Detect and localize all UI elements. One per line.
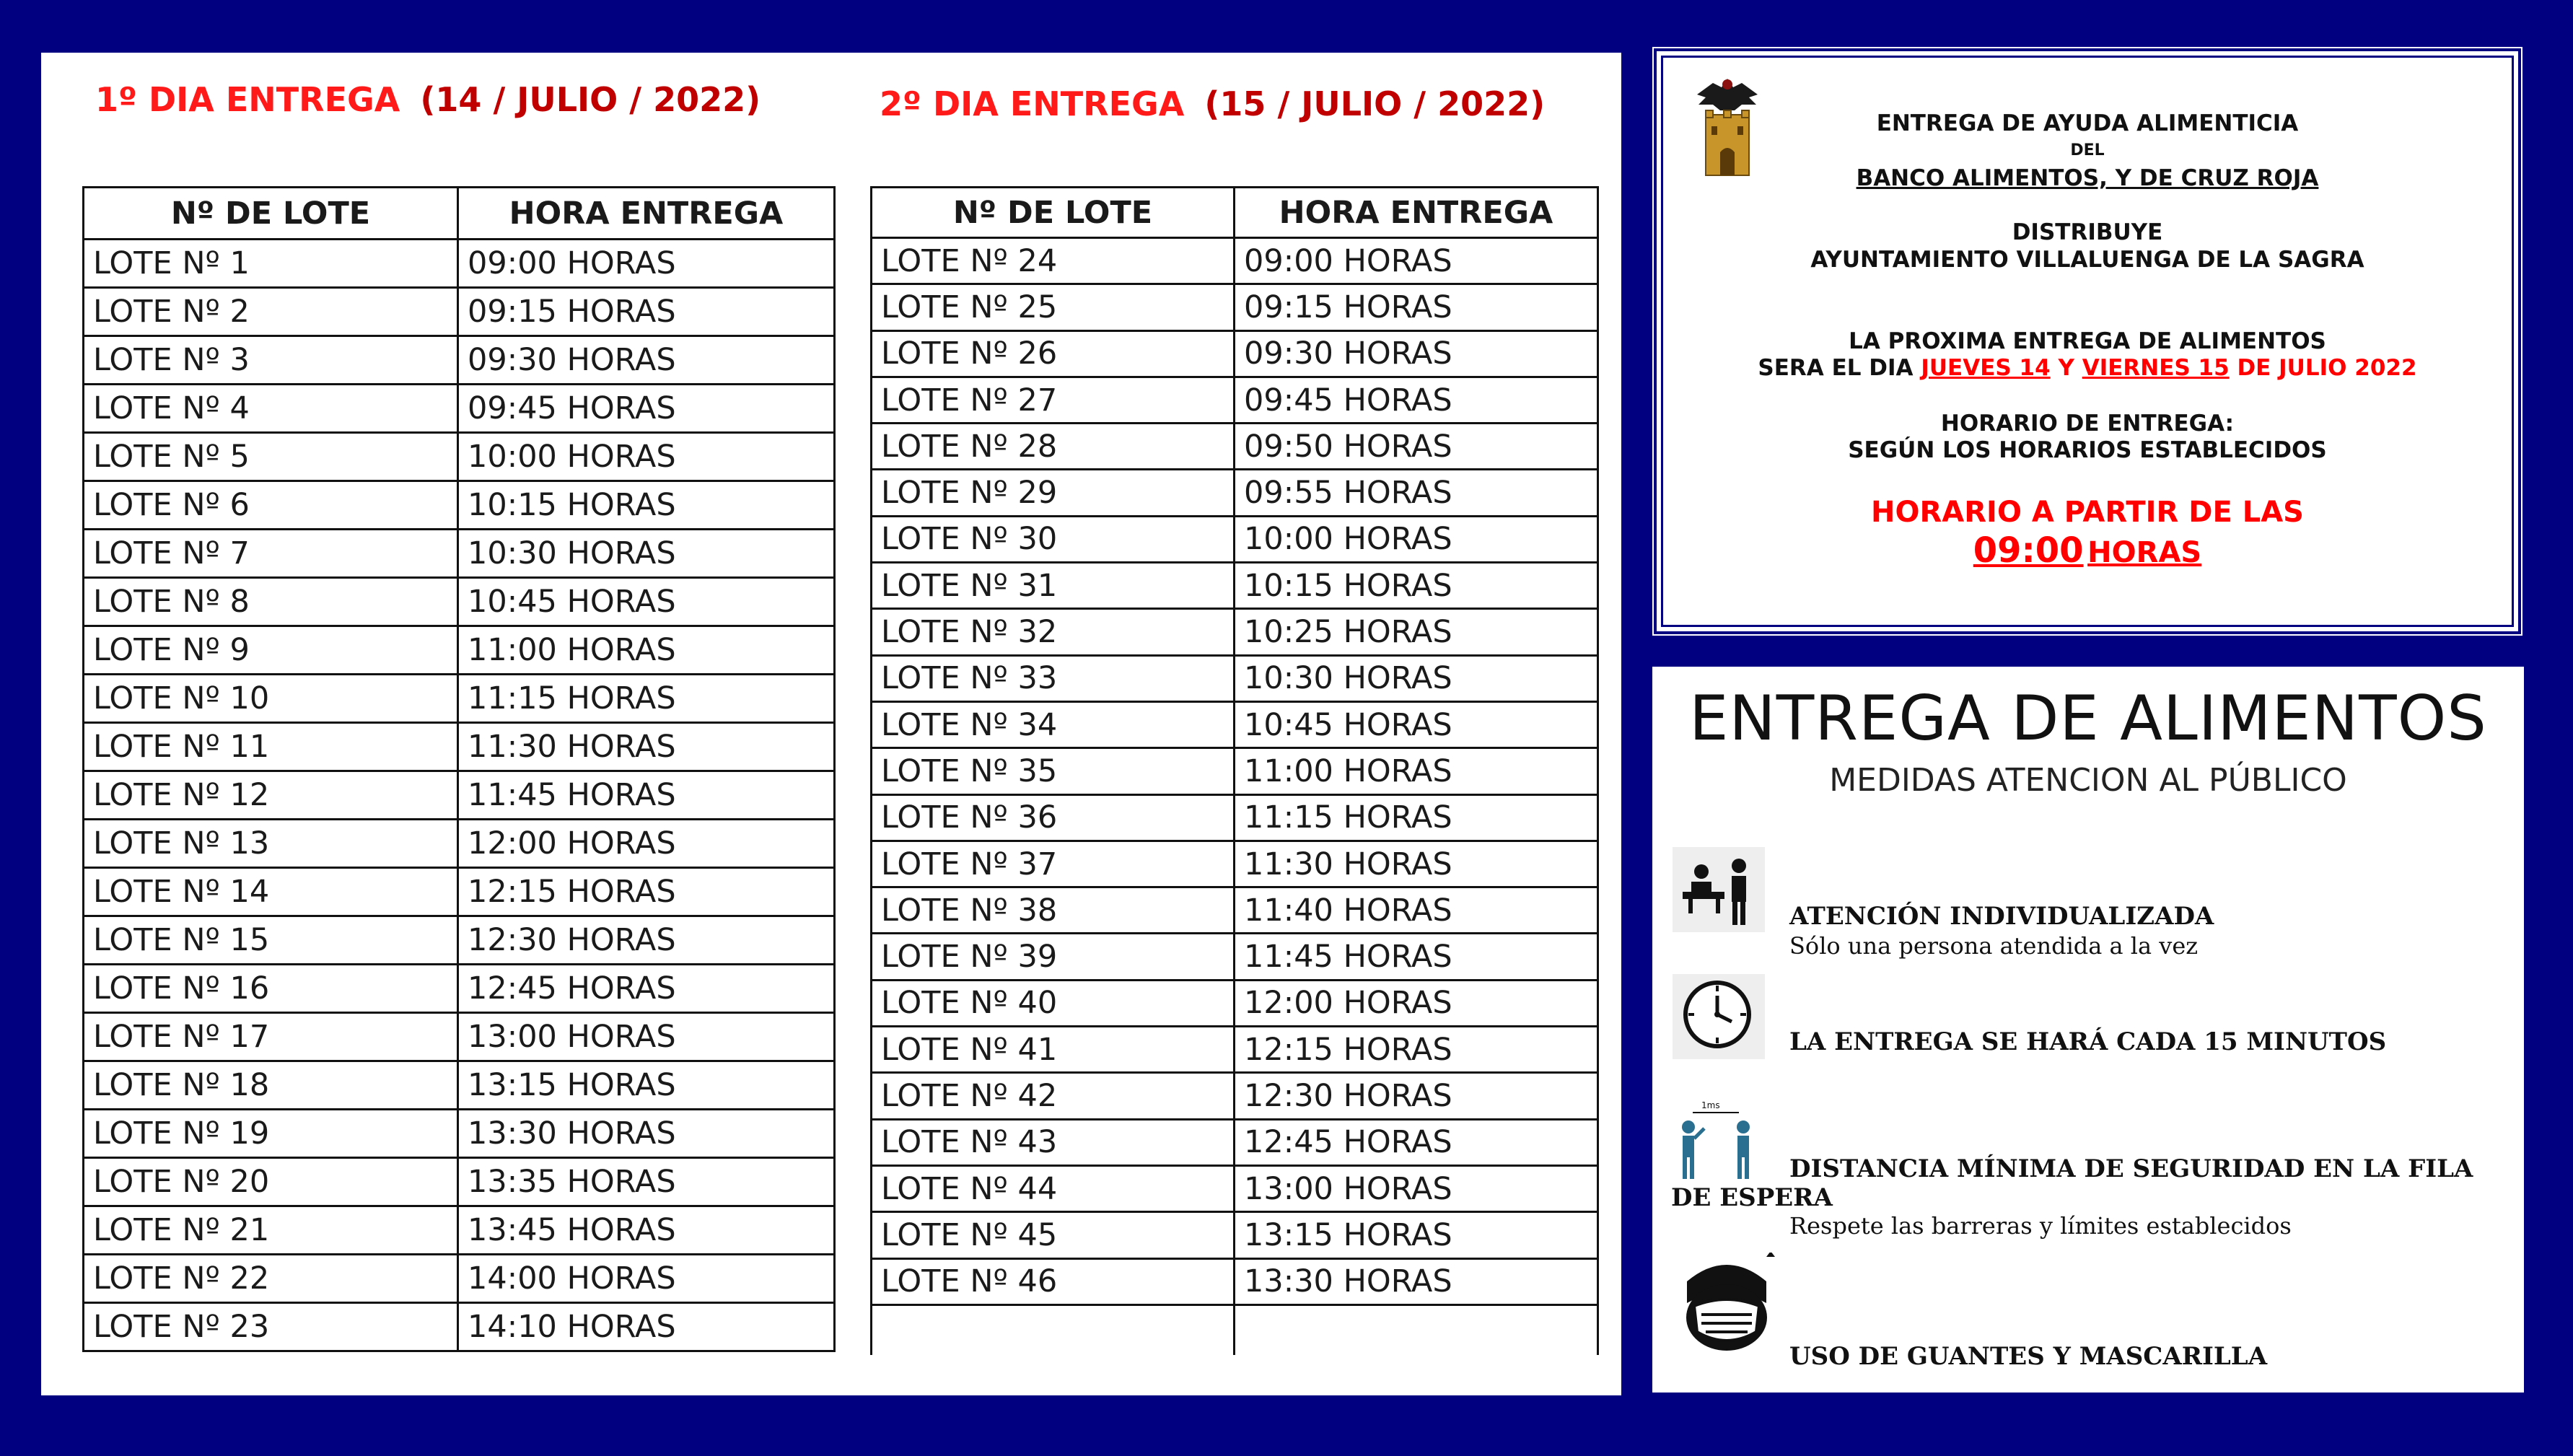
table-row — [872, 841, 1598, 887]
table-row — [872, 934, 1598, 980]
lote-cell: LOTE Nº 8 — [84, 578, 458, 626]
lote-cell: LOTE Nº 14 — [84, 868, 458, 916]
notice-line-4: DISTRIBUYE — [2012, 219, 2163, 245]
table-row — [84, 675, 835, 723]
table-row — [84, 240, 835, 288]
hora-cell: 09:30 HORAS — [1235, 330, 1598, 377]
table-row — [84, 433, 835, 481]
lote-cell: LOTE Nº 39 — [872, 934, 1235, 980]
measure-3-detail: Respete las barreras y límites establecidos — [1789, 1212, 2292, 1240]
notice-line-5: AYUNTAMIENTO VILLALUENGA DE LA SAGRA — [1810, 247, 2364, 273]
table-row — [872, 1212, 1598, 1258]
hora-cell: 10:30 HORAS — [1235, 655, 1598, 701]
day1-label: 1º DIA ENTREGA — [95, 80, 400, 119]
hora-cell: 10:00 HORAS — [458, 433, 835, 481]
lote-cell: LOTE Nº 26 — [872, 330, 1235, 377]
notice-line-11 — [1657, 530, 2518, 571]
day1-title — [95, 80, 760, 119]
table-header-row — [84, 188, 835, 240]
hora-cell: 13:45 HORAS — [458, 1206, 835, 1255]
table-row — [84, 965, 835, 1013]
hora-cell: 13:30 HORAS — [458, 1110, 835, 1158]
hora-cell: 10:45 HORAS — [1235, 701, 1598, 747]
hora-cell: 12:00 HORAS — [458, 820, 835, 868]
hora-cell: 10:00 HORAS — [1235, 516, 1598, 562]
table-row — [84, 626, 835, 675]
table-row — [84, 578, 835, 626]
table-row — [872, 887, 1598, 934]
table-row — [84, 530, 835, 578]
table-header-row — [872, 188, 1598, 238]
measure-1-heading: ATENCIÓN INDIVIDUALIZADA — [1789, 902, 2214, 931]
table-row — [84, 1061, 835, 1110]
notice-line-10: HORARIO A PARTIR DE LAS — [1871, 496, 2304, 529]
lote-cell: LOTE Nº 34 — [872, 701, 1235, 747]
measures-subtitle: MEDIDAS ATENCION AL PÚBLICO — [1829, 762, 2347, 799]
measure-2-heading: LA ENTREGA SE HARÁ CADA 15 MINUTOS — [1789, 1027, 2387, 1056]
table-row — [872, 470, 1598, 516]
measure-4-heading: USO DE GUANTES Y MASCARILLA — [1789, 1342, 2268, 1371]
table-row — [84, 385, 835, 433]
table-row — [872, 701, 1598, 747]
table-row — [872, 980, 1598, 1026]
notice-day1: JUEVES 14 — [1921, 355, 2051, 381]
notice-line-2: DEL — [2070, 141, 2105, 159]
lote-cell: LOTE Nº 13 — [84, 820, 458, 868]
day2-date: (15 / JULIO / 2022) — [1204, 84, 1546, 123]
lote-cell: LOTE Nº 44 — [872, 1165, 1235, 1211]
hora-cell: 13:00 HORAS — [1235, 1165, 1598, 1211]
hora-cell: 10:15 HORAS — [458, 481, 835, 530]
table-row — [84, 1303, 835, 1351]
lote-cell: LOTE Nº 11 — [84, 723, 458, 771]
lote-cell: LOTE Nº 33 — [872, 655, 1235, 701]
day1-date: (14 / JULIO / 2022) — [420, 80, 761, 119]
clock-icon — [1673, 974, 1765, 1059]
day1-table — [82, 186, 836, 1352]
hora-cell: 11:30 HORAS — [1235, 841, 1598, 887]
notice-line-9: SEGÚN LOS HORARIOS ESTABLECIDOS — [1848, 437, 2327, 463]
table-row — [84, 288, 835, 336]
lote-cell: LOTE Nº 22 — [84, 1255, 458, 1303]
hora-cell: 11:45 HORAS — [1235, 934, 1598, 980]
social-distance-icon — [1673, 1097, 1765, 1182]
table-row — [872, 1119, 1598, 1165]
column-header-lote: Nº DE LOTE — [84, 188, 458, 240]
lote-cell: LOTE Nº 25 — [872, 284, 1235, 330]
notice-line-7 — [1657, 355, 2518, 381]
hora-cell: 10:25 HORAS — [1235, 609, 1598, 655]
lote-cell: LOTE Nº 19 — [84, 1110, 458, 1158]
table-row — [872, 1073, 1598, 1119]
lote-cell: LOTE Nº 4 — [84, 385, 458, 433]
lote-cell: LOTE Nº 32 — [872, 609, 1235, 655]
hora-cell: 13:00 HORAS — [458, 1013, 835, 1061]
hora-cell: 12:30 HORAS — [458, 916, 835, 965]
notice-box — [1654, 48, 2521, 634]
column-header-hora: HORA ENTREGA — [1235, 188, 1598, 238]
face-mask-icon — [1673, 1253, 1781, 1354]
hora-cell: 10:15 HORAS — [1235, 563, 1598, 609]
lote-cell: LOTE Nº 9 — [84, 626, 458, 675]
lote-cell: LOTE Nº 29 — [872, 470, 1235, 516]
hora-cell: 14:10 HORAS — [458, 1303, 835, 1351]
hora-cell: 12:45 HORAS — [458, 965, 835, 1013]
hora-cell: 09:45 HORAS — [1235, 377, 1598, 423]
table-row — [872, 563, 1598, 609]
hora-cell: 11:40 HORAS — [1235, 887, 1598, 934]
hora-cell: 12:15 HORAS — [1235, 1027, 1598, 1073]
table-row — [872, 377, 1598, 423]
table-row — [872, 1258, 1598, 1304]
lote-cell: LOTE Nº 6 — [84, 481, 458, 530]
lote-cell: LOTE Nº 3 — [84, 336, 458, 385]
lote-cell: LOTE Nº 41 — [872, 1027, 1235, 1073]
lote-cell: LOTE Nº 30 — [872, 516, 1235, 562]
notice-line-8: HORARIO DE ENTREGA: — [1940, 411, 2235, 437]
lote-cell: LOTE Nº 40 — [872, 980, 1235, 1026]
notice-and: Y — [2050, 355, 2082, 381]
hora-cell: 11:15 HORAS — [1235, 794, 1598, 841]
hora-cell: 09:00 HORAS — [1235, 238, 1598, 284]
lote-cell: LOTE Nº 15 — [84, 916, 458, 965]
day2-table-body — [872, 238, 1598, 1356]
hora-cell: 11:45 HORAS — [458, 771, 835, 820]
lote-cell: LOTE Nº 45 — [872, 1212, 1235, 1258]
table-row — [872, 516, 1598, 562]
empty-cell — [872, 1304, 1235, 1355]
table-row — [872, 284, 1598, 330]
notice-line-7-prefix: SERA EL DIA — [1758, 355, 1921, 381]
lote-cell: LOTE Nº 17 — [84, 1013, 458, 1061]
lote-cell: LOTE Nº 7 — [84, 530, 458, 578]
measures-title: ENTREGA DE ALIMENTOS — [1689, 683, 2487, 755]
day2-table — [870, 186, 1599, 1355]
measure-1-detail: Sólo una persona atendida a la vez — [1789, 932, 2199, 960]
lote-cell: LOTE Nº 38 — [872, 887, 1235, 934]
table-row — [872, 794, 1598, 841]
table-row — [84, 1255, 835, 1303]
lote-cell: LOTE Nº 18 — [84, 1061, 458, 1110]
table-row — [84, 916, 835, 965]
hora-cell: 12:00 HORAS — [1235, 980, 1598, 1026]
hora-cell: 09:55 HORAS — [1235, 470, 1598, 516]
lote-cell: LOTE Nº 31 — [872, 563, 1235, 609]
lote-cell: LOTE Nº 24 — [872, 238, 1235, 284]
hora-cell: 09:30 HORAS — [458, 336, 835, 385]
hora-cell: 09:45 HORAS — [458, 385, 835, 433]
table-row — [84, 771, 835, 820]
lote-cell: LOTE Nº 10 — [84, 675, 458, 723]
hora-cell: 09:15 HORAS — [458, 288, 835, 336]
table-row — [872, 330, 1598, 377]
day1-table-body — [84, 240, 835, 1351]
table-row — [872, 748, 1598, 794]
hora-cell: 12:15 HORAS — [458, 868, 835, 916]
hora-cell: 13:35 HORAS — [458, 1158, 835, 1206]
hora-cell: 12:30 HORAS — [1235, 1073, 1598, 1119]
lote-cell: LOTE Nº 35 — [872, 748, 1235, 794]
hora-cell: 11:15 HORAS — [458, 675, 835, 723]
lote-cell: LOTE Nº 21 — [84, 1206, 458, 1255]
notice-line-1: ENTREGA DE AYUDA ALIMENTICIA — [1876, 110, 2299, 136]
lote-cell: LOTE Nº 5 — [84, 433, 458, 481]
notice-start-unit: HORAS — [2087, 536, 2202, 569]
table-row — [872, 655, 1598, 701]
column-header-lote: Nº DE LOTE — [872, 188, 1235, 238]
notice-line-7-suffix: DE JULIO 2022 — [2229, 355, 2417, 381]
table-row — [84, 820, 835, 868]
day2-label: 2º DIA ENTREGA — [880, 84, 1185, 123]
table-row — [872, 609, 1598, 655]
measures-box — [1652, 667, 2524, 1393]
notice-start-time: 09:00 — [1973, 530, 2084, 571]
table-row — [872, 238, 1598, 284]
table-row — [872, 1165, 1598, 1211]
lote-cell: LOTE Nº 1 — [84, 240, 458, 288]
lote-cell: LOTE Nº 12 — [84, 771, 458, 820]
hora-cell: 09:50 HORAS — [1235, 424, 1598, 470]
hora-cell: 14:00 HORAS — [458, 1255, 835, 1303]
hora-cell: 11:30 HORAS — [458, 723, 835, 771]
lote-cell: LOTE Nº 20 — [84, 1158, 458, 1206]
table-row — [84, 723, 835, 771]
hora-cell: 13:15 HORAS — [1235, 1212, 1598, 1258]
lote-cell: LOTE Nº 36 — [872, 794, 1235, 841]
lote-cell: LOTE Nº 43 — [872, 1119, 1235, 1165]
table-row — [84, 336, 835, 385]
notice-line-3: BANCO ALIMENTOS, Y DE CRUZ ROJA — [1856, 165, 2319, 191]
hora-cell: 09:00 HORAS — [458, 240, 835, 288]
notice-line-6: LA PROXIMA ENTREGA DE ALIMENTOS — [1849, 328, 2326, 354]
hora-cell: 12:45 HORAS — [1235, 1119, 1598, 1165]
day2-title — [880, 84, 1545, 123]
lote-cell: LOTE Nº 27 — [872, 377, 1235, 423]
table-row — [872, 424, 1598, 470]
measure-3-heading: DISTANCIA MÍNIMA DE SEGURIDAD EN LA FILA — [1789, 1154, 2473, 1183]
notice-day2: VIERNES 15 — [2082, 355, 2230, 381]
service-counter-icon — [1673, 847, 1765, 932]
svg-text:1ms: 1ms — [1701, 1100, 1720, 1110]
hora-cell: 11:00 HORAS — [458, 626, 835, 675]
table-row — [84, 481, 835, 530]
table-row — [84, 1206, 835, 1255]
table-row — [84, 1013, 835, 1061]
empty-row — [872, 1304, 1598, 1355]
hora-cell: 11:00 HORAS — [1235, 748, 1598, 794]
hora-cell: 13:15 HORAS — [458, 1061, 835, 1110]
lote-cell: LOTE Nº 28 — [872, 424, 1235, 470]
lote-cell: LOTE Nº 42 — [872, 1073, 1235, 1119]
lote-cell: LOTE Nº 23 — [84, 1303, 458, 1351]
column-header-hora: HORA ENTREGA — [458, 188, 835, 240]
schedule-panel — [41, 53, 1621, 1395]
lote-cell: LOTE Nº 37 — [872, 841, 1235, 887]
lote-cell: LOTE Nº 46 — [872, 1258, 1235, 1304]
table-row — [84, 1158, 835, 1206]
table-row — [872, 1027, 1598, 1073]
hora-cell: 10:45 HORAS — [458, 578, 835, 626]
lote-cell: LOTE Nº 2 — [84, 288, 458, 336]
hora-cell: 13:30 HORAS — [1235, 1258, 1598, 1304]
empty-cell — [1235, 1304, 1598, 1355]
measure-3-heading-cont: DE ESPERA — [1671, 1183, 1833, 1212]
hora-cell: 09:15 HORAS — [1235, 284, 1598, 330]
table-row — [84, 1110, 835, 1158]
lote-cell: LOTE Nº 16 — [84, 965, 458, 1013]
hora-cell: 10:30 HORAS — [458, 530, 835, 578]
table-row — [84, 868, 835, 916]
